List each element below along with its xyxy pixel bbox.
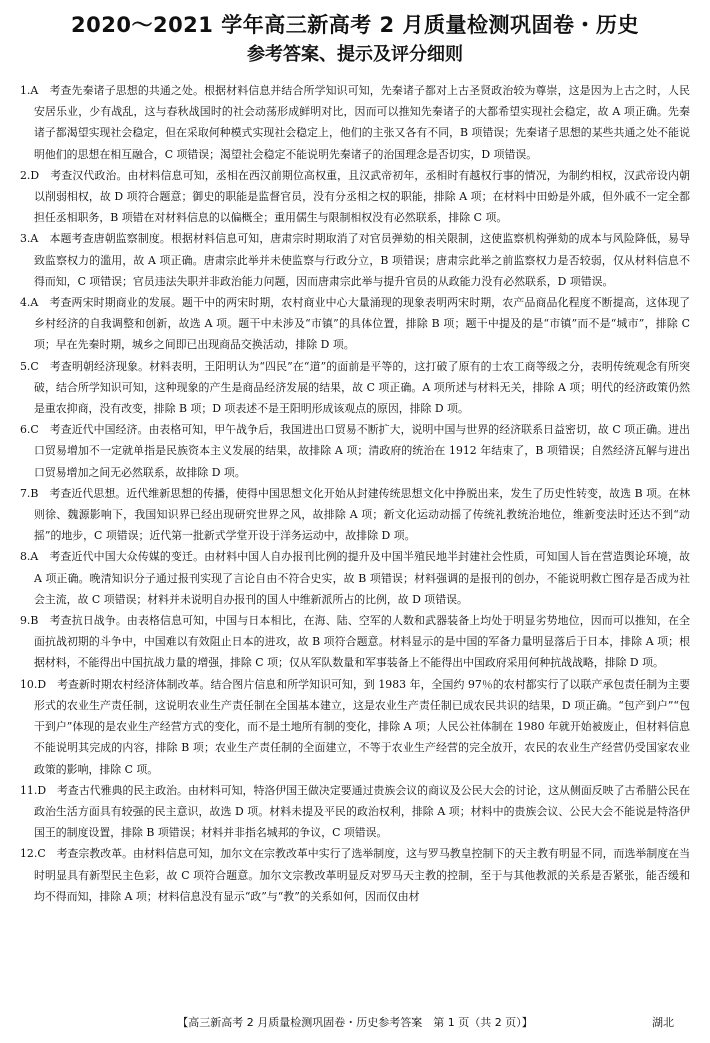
answer-number: 1.A xyxy=(20,84,39,97)
answer-item xyxy=(20,546,690,610)
answer-number: 6.C xyxy=(20,423,39,437)
page-subtitle: 参考答案、提示及评分细则 xyxy=(247,44,463,65)
answer-text: 考查新时期农村经济体制改革。结合图片信息和所学知识可知，到 1983 年，全国约 97％的农村都实行了以联产承包责任制为主要形式的农业生产责任制，这说明农业生产责任制在全国基本建立，这是农业生产责任制已成农民共识的结果，D 项正确。“包产到户”“包干到户”体现的是农业生产经营方式的变化，而不是土地所有制的变化，排除 A 项；人民公社体制在 1980 年就开始被废止，但材料信息不能说明其完成的内容，排除 B 项；农业生产责任制的全面建立，不等于农业生产经营的完全放开，农民的农业生产经营仍受国家农业政策的影响，排除 C 项。 xyxy=(34,677,690,776)
page-footer xyxy=(20,1012,690,1034)
footer-region: 湖北 xyxy=(652,1016,674,1029)
answer-text: 考查近代中国经济。由表格可知，甲午战争后，我国进出口贸易不断扩大，说明中国与世界的经济联系日益密切，故 C 项正确。进出口贸易增加不一定就单指是民族资本主义发展的结果，故排除 A 项；清政府的统治在 1912 年结束了，B 项错误；自然经济瓦解与进出口贸易增加之间无必然联系，故排除 D 项。 xyxy=(34,423,690,479)
answer-number: 4.A xyxy=(20,296,39,310)
answer-text: 考查先秦诸子思想的共通之处。根据材料信息并结合所学知识可知，先秦诸子都对上古圣贤政治较为尊崇，这是因为上古之时，人民安居乐业，少有战乱，这与春秋战国时的社会动荡形成鲜明对比，因而可以推知先秦诸子的大都希望实现社会稳定，故 A 项正确。先秦诸子都渴望实现社会稳定，但在采取何种模式实现社会稳定上，他们的主张又各有不同，B 项错误；先秦诸子思想的某些共通之处不能说明他们的思想在相互融合，C 项错误；渴望社会稳定不能说明先秦诸子的治国理念是否切实，D 项错误。 xyxy=(34,84,690,161)
answer-item xyxy=(20,80,690,165)
answer-text: 考查古代雅典的民主政治。由材料可知，特洛伊国王做决定要通过贵族会议的商议及公民大会的讨论，这从侧面反映了古希腊公民在政治生活方面具有较强的民主意识，故选 D 项。材料未提及平民的政治权利，排除 A 项；材料中的贵族会议、公民大会不能说是特洛伊国王的制度设置，排除 B 项错误；材料并非指名城邦的争议，C 项错误。 xyxy=(34,783,690,840)
answer-number: 8.A xyxy=(20,550,39,564)
answer-text: 考查近代思想。近代维新思想的传播，使得中国思想文化开始从封建传统思想文化中挣脱出来，发生了历史性转变，故选 B 项。在林则徐、魏源影响下，我国知识界已经出现研究世界之风，故排除 A 项；新文化运动动摇了传统礼教统治地位，维新变法时还达不到“动摇”的地步，C 项错误；近代第一批新式学堂开设于洋务运动中，故排除 D 项。 xyxy=(34,486,690,543)
answer-number: 12.C xyxy=(20,847,46,861)
answer-text: 本题考查唐朝监察制度。根据材料信息可知，唐肃宗时期取消了对官员弹劾的相关限制，这使监察机构弹劾的成本与风险降低，易导致监察权力的滥用，故 A 项正确。唐肃宗此举并未使监察与行政分立，B 项错误；唐肃宗此举之前监察权力是否较弱，仅从材料信息不得而知，C 项错误；官员违法失职并非政治能力问题，因而唐肃宗此举与提升官员的从政能力没有必然联系，D 项错误。 xyxy=(34,232,690,288)
footer-page-info: 【高三新高考 2 月质量检测巩固卷・历史参考答案 第 1 页（共 2 页）】 xyxy=(177,1016,533,1029)
answer-text: 考查近代中国大众传媒的变迁。由材料中国人自办报刊比例的提升及中国半殖民地半封建社会性质，可知国人旨在营造舆论环境，故 A 项正确。晚清知识分子通过报刊实现了言论自由不符合史实，故 B 项错误；材料强调的是报刊的创办，不能说明救亡图存是否成为社会主流，故 C 项错误；材料并未说明自办报刊的国人中维新派所占的比例，故 D 项错误。 xyxy=(34,550,690,606)
answer-number: 7.B xyxy=(20,486,39,500)
answer-number: 11.D xyxy=(20,783,47,797)
answer-text: 考查宗教改革。由材料信息可知，加尔文在宗教改革中实行了选举制度，这与罗马教皇控制下的天主教有明显不同，而选举制度在当时明显具有新型民主色彩，故 C 项符合题意。加尔文宗教改革明显反对罗马天主教的控制，至于与其他教派的关系是否紧张，能否缓和均不得而知，排除 A 项；材料信息没有显示“政”与“教”的关系如何，因而仅由材 xyxy=(34,847,690,903)
answer-item xyxy=(20,610,690,674)
answer-item xyxy=(20,228,690,292)
answer-number: 10.D xyxy=(20,677,47,691)
answer-text: 考查两宋时期商业的发展。题干中的两宋时期，农村商业中心大量涌现的现象表明两宋时期，农产品商品化程度不断提高，这体现了乡村经济的自我调整和创新，故选 A 项。题干中未涉及“市镇”的具体位置，排除 B 项；题干中提及的是“市镇”而不是“城市”，排除 C 项；早在先秦时期，城乡之间即已出现商品交换活动，排除 D 项。 xyxy=(34,296,690,352)
answer-item xyxy=(20,292,690,356)
answer-list xyxy=(20,80,690,907)
answer-text: 考查明朝经济现象。材料表明，王阳明认为“四民”在“道”的面前是平等的，这打破了原有的士农工商等级之分，表明传统观念有所突破，结合所学知识可知，这种现象的产生是商品经济发展的结果，故 C 项正确。A 项所述与材料无关，排除 A 项；明代的经济政策仍然是重农抑商，没有改变，排除 B 项；D 项表述不是王阳明形成该观点的原因，排除 D 项。 xyxy=(34,359,690,416)
answer-item xyxy=(20,419,690,483)
answer-number: 2.D xyxy=(20,168,40,182)
answer-item xyxy=(20,483,690,547)
answer-item xyxy=(20,165,690,229)
answer-item xyxy=(20,780,690,844)
answer-number: 9.B xyxy=(20,614,39,628)
answer-number: 5.C xyxy=(20,359,39,373)
answer-item xyxy=(20,674,690,780)
answer-item xyxy=(20,356,690,420)
page-title: 2020～2021 学年高三新高考 2 月质量检测巩固卷・历史 xyxy=(71,13,639,37)
answer-number: 3.A xyxy=(20,232,39,246)
answer-text: 考查抗日战争。由表格信息可知，中国与日本相比，在海、陆、空军的人数和武器装备上均处于明显劣势地位，因而可以推知，在全面抗战初期的斗争中，中国难以有效阻止日本的进攻，故 B 项符合题意。材料显示的是中国的军备力量明显落后于日本，排除 A 项；根据材料，不能得出中国抗战力量的增强，排除 C 项；仅从军队数量和军事装备上不能得出中国政府采用何种抗战战略，排除 D 项。 xyxy=(34,614,690,670)
answer-text: 考查汉代政治。由材料信息可知，丞相在西汉前期位高权重，且汉武帝初年，丞相时有越权行事的情况，为制约相权，汉武帝设内朝以削弱相权，故 D 项符合题意；御史的职能是监督官员，没有分丞相之权的职能，排除 A 项；在材料中田蚡是外戚，但外戚不一定全都担任丞相职务，B 项错在对材料信息的以偏概全；重用儒生与限制相权没有必然联系，排除 C 项。 xyxy=(34,168,690,225)
answer-item xyxy=(20,843,690,907)
